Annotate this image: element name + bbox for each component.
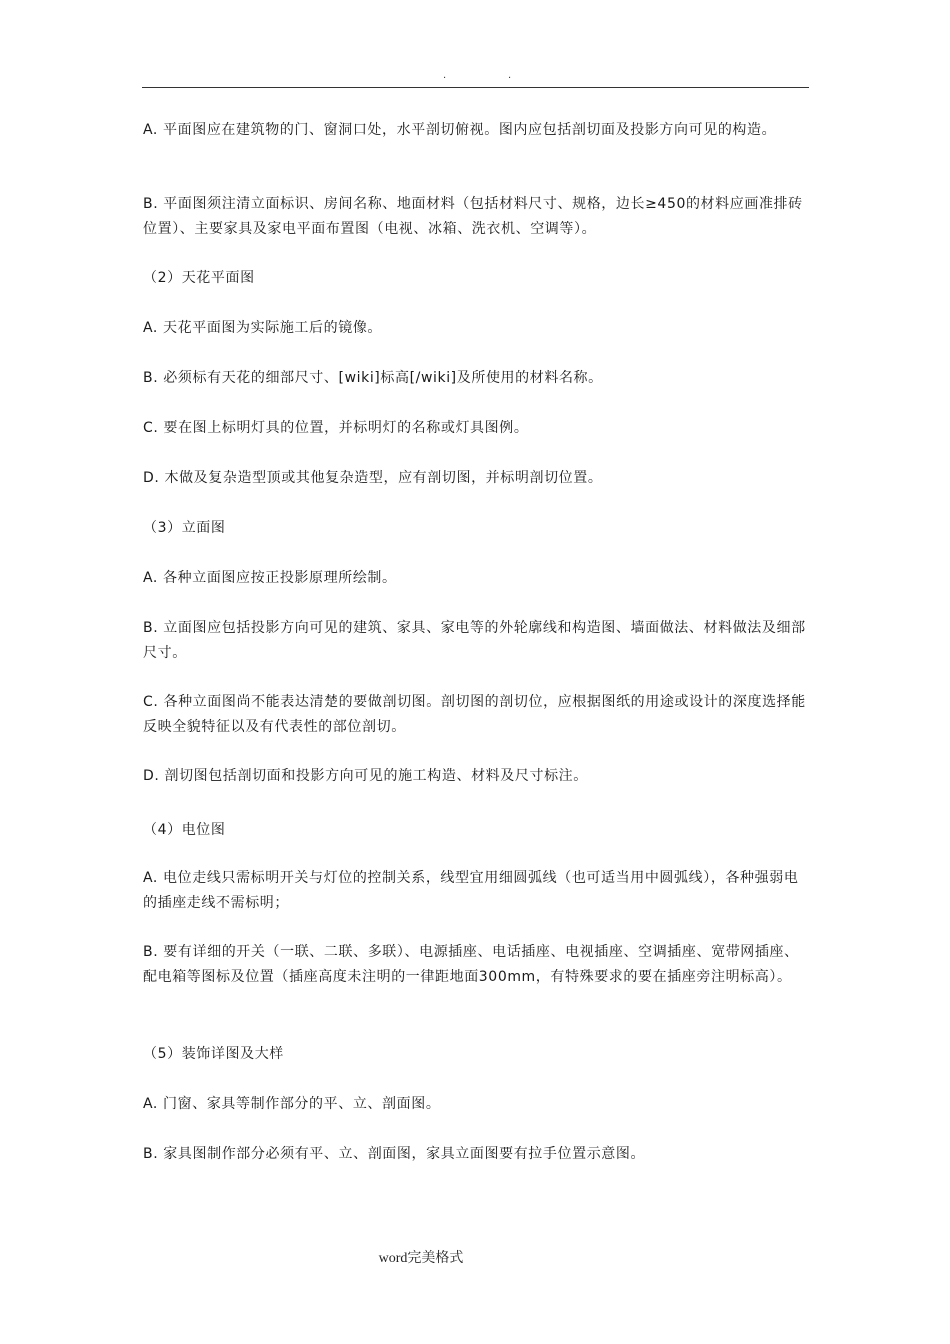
page-header [0, 70, 950, 86]
paragraph-elevation-b: B. 立面图应包括投影方向可见的建筑、家具、家电等的外轮廓线和构造图、墙面做法、材料做法及细部尺寸。 [143, 620, 806, 661]
page-footer [0, 1247, 950, 1267]
paragraph-details-a: A. 门窗、家具等制作部分的平、立、剖面图。 [143, 1096, 441, 1112]
paragraph-ceiling-d: D. 木做及复杂造型顶或其他复杂造型，应有剖切图，并标明剖切位置。 [143, 470, 603, 486]
paragraph-ceiling-a: A. 天花平面图为实际施工后的镜像。 [143, 320, 383, 336]
paragraph-floor-plan-a: A. 平面图应在建筑物的门、窗洞口处，水平剖切俯视。图内应包括剖切面及投影方向可见的构造。 [143, 122, 777, 138]
paragraph-floor-plan-b: B. 平面图须注清立面标识、房间名称、地面材料（包括材料尺寸、规格，边长≥450的材料应画准排砖位置）、主要家具及家电平面布置图（电视、冰箱、洗衣机、空调等）。 [143, 196, 803, 237]
paragraph-details-b: B. 家具图制作部分必须有平、立、剖面图，家具立面图要有拉手位置示意图。 [143, 1146, 646, 1162]
paragraph-elevation-c: C. 各种立面图尚不能表达清楚的要做剖切图。剖切图的剖切位，应根据图纸的用途或设计的深度选择能反映全貌特征以及有代表性的部位剖切。 [143, 694, 806, 735]
paragraph-elevation-d: D. 剖切图包括剖切面和投影方向可见的施工构造、材料及尺寸标注。 [143, 768, 588, 784]
header-dot-left: . [443, 70, 447, 81]
header-rule [142, 87, 809, 88]
paragraph-electrical-b: B. 要有详细的开关（一联、二联、多联）、电源插座、电话插座、电视插座、空调插座、宽带网插座、配电箱等图标及位置（插座高度未注明的一律距地面300mm，有特殊要求的要在插座旁注明标高）。 [143, 944, 799, 985]
footer-text: word完美格式 [378, 1251, 464, 1266]
section-heading-elevation: （3）立面图 [143, 520, 226, 536]
paragraph-ceiling-c: C. 要在图上标明灯具的位置，并标明灯的名称或灯具图例。 [143, 420, 529, 436]
section-heading-details: （5）装饰详图及大样 [143, 1046, 284, 1062]
paragraph-electrical-a: A. 电位走线只需标明开关与灯位的控制关系，线型宜用细圆弧线（也可适当用中圆弧线），各种强弱电的插座走线不需标明； [143, 870, 799, 911]
paragraph-ceiling-b: B. 必须标有天花的细部尺寸、[wiki]标高[/wiki]及所使用的材料名称。 [143, 370, 603, 386]
paragraph-elevation-a: A. 各种立面图应按正投影原理所绘制。 [143, 570, 397, 586]
header-dot-right: . [508, 70, 512, 81]
section-heading-electrical: （4）电位图 [143, 822, 226, 838]
section-heading-ceiling-plan: （2）天花平面图 [143, 270, 255, 286]
